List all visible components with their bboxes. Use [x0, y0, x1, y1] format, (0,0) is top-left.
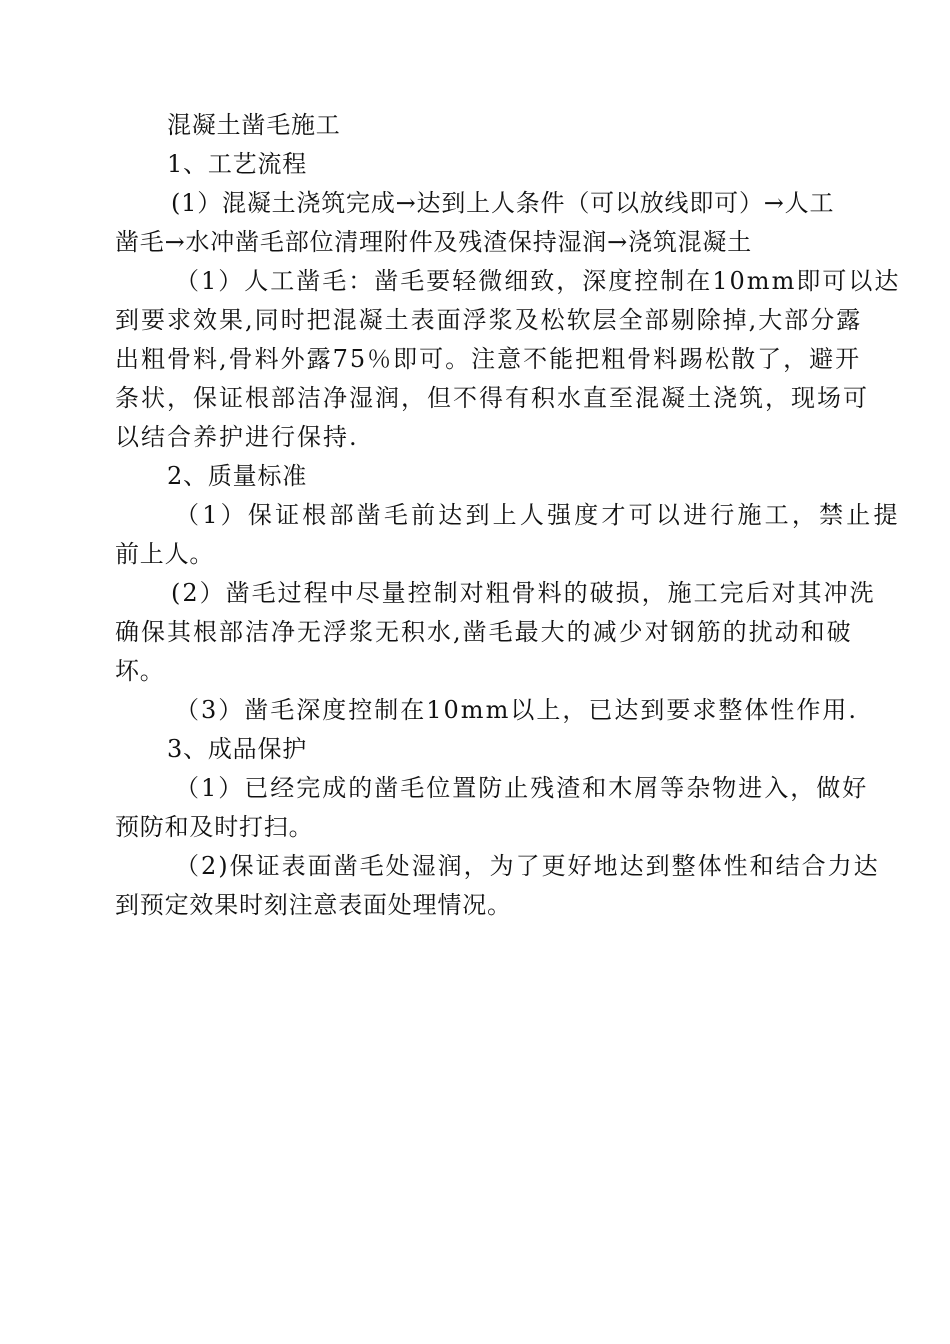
paragraph-line: （1）已经完成的凿毛位置防止残渣和木屑等杂物进入，做好	[175, 774, 869, 802]
paragraph-quality-1	[115, 496, 901, 574]
paragraph-line: 到预定效果时刻注意表面处理情况。	[115, 891, 512, 919]
document-body	[115, 106, 901, 925]
section-heading-quality: 2、质量标准	[167, 462, 308, 490]
section-heading-protection: 3、成品保护	[167, 735, 308, 763]
paragraph-line: 条状，保证根部洁净湿润，但不得有积水直至混凝土浇筑，现场可	[115, 384, 869, 412]
paragraph-line: 到要求效果,同时把混凝土表面浮浆及松软层全部剔除掉,大部分露	[115, 306, 863, 334]
paragraph-line: 出粗骨料,骨料外露75％即可。注意不能把粗骨料踢松散了，避开	[115, 345, 862, 373]
document-title: 混凝土凿毛施工	[167, 111, 341, 139]
paragraph-protection-1	[115, 769, 869, 847]
paragraph-line: 前上人。	[115, 540, 215, 568]
paragraph-line: 以结合养护进行保持.	[115, 423, 359, 451]
paragraph-quality-3	[115, 691, 860, 730]
paragraph-line: 预防和及时打扫。	[115, 813, 314, 841]
paragraph-quality-2	[115, 574, 876, 691]
paragraph-line: （1）保证根部凿毛前达到上人强度才可以进行施工，禁止提	[175, 501, 901, 529]
paragraph-line: (2）凿毛过程中尽量控制对粗骨料的破损，施工完后对其冲洗	[171, 579, 876, 607]
section-heading-process: 1、工艺流程	[167, 150, 308, 178]
paragraph-line: （2)保证表面凿毛处湿润，为了更好地达到整体性和结合力达	[175, 852, 880, 880]
paragraph-process-flow	[115, 184, 860, 262]
paragraph-line: 确保其根部洁净无浮浆无积水,凿毛最大的减少对钢筋的扰动和破	[115, 618, 853, 646]
paragraph-line: （1）人工凿毛：凿毛要轻微细致，深度控制在10mm即可以达	[175, 267, 901, 295]
paragraph-line: 凿毛→水冲凿毛部位清理附件及残渣保持湿润→浇筑混凝土	[115, 228, 753, 256]
paragraph-line: （3）凿毛深度控制在10mm以上，已达到要求整体性作用.	[175, 696, 858, 724]
paragraph-line: (1）混凝土浇筑完成→达到上人条件（可以放线即可）→人工	[171, 189, 835, 217]
paragraph-protection-2	[115, 847, 880, 925]
paragraph-line: 坏。	[115, 657, 165, 685]
paragraph-manual-chiseling	[115, 262, 901, 457]
